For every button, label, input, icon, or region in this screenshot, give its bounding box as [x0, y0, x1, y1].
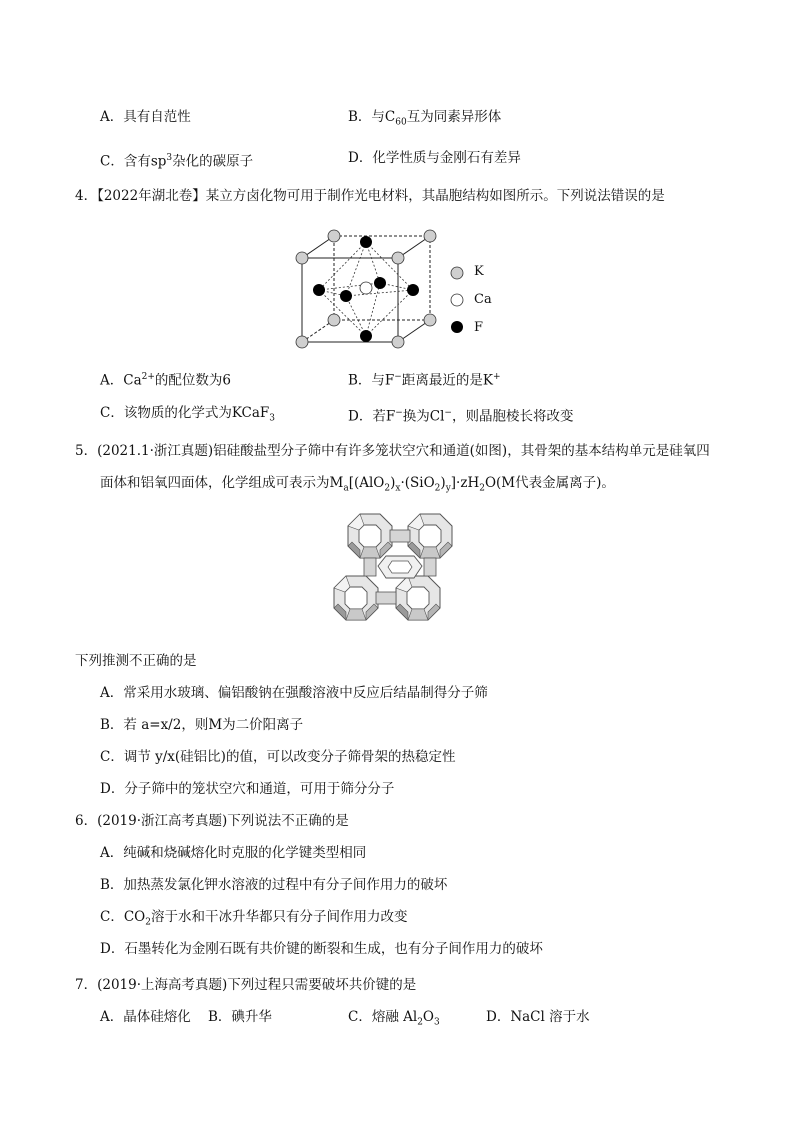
- q4-option-a: A．$Ca^{2+}$的配位数为6: [100, 372, 232, 389]
- q6-stem: 6．(2019·浙江高考真题)下列说法不正确的是: [75, 813, 349, 829]
- q5-prompt: 下列推测不正确的是: [75, 653, 197, 669]
- q5-option-a: A．常采用水玻璃、偏铝酸钠在强酸溶液中反应后结晶制得分子筛: [100, 685, 488, 701]
- zeolite-framework-figure: [326, 506, 470, 634]
- q4-option-b: B．与F−距离最近的是K+: [348, 372, 501, 389]
- legend-markers: [448, 264, 468, 336]
- k-ion: [392, 252, 404, 264]
- legend-f-label: F: [474, 320, 484, 335]
- f-ion: [360, 330, 372, 342]
- k-ion: [424, 230, 436, 242]
- k-ion: [296, 336, 308, 348]
- k-ion: [328, 314, 340, 326]
- q3-option-a: A．具有自范性: [100, 109, 191, 125]
- q6-option-d: D．石墨转化为金刚石既有共价键的断裂和生成，也有分子间作用力的破坏: [100, 941, 543, 957]
- q5-option-d: D．分子筛中的笼状空穴和通道，可用于筛分分子: [100, 781, 395, 797]
- k-ion: [296, 252, 308, 264]
- f-ion: [374, 277, 386, 289]
- legend-ca-label: Ca: [474, 292, 492, 307]
- f-ion: [407, 284, 419, 296]
- k-ion: [328, 230, 340, 242]
- q3-option-d: D．化学性质与金刚石有差异: [348, 150, 521, 166]
- q4-option-c: C．该物质的化学式为KCaF$_3$: [100, 405, 276, 424]
- f-ion: [340, 290, 352, 302]
- crystal-cell-figure: [294, 228, 444, 354]
- q3-option-b: B．与$C_{60}$互为同素异形体: [348, 109, 502, 128]
- q5-option-b: B．若 a=x/2，则M为二价阳离子: [100, 717, 304, 733]
- k-ion: [424, 314, 436, 326]
- legend-ca-marker: [451, 294, 463, 306]
- q7-stem: 7．(2019·上海高考真题)下列过程只需要破坏共价键的是: [75, 977, 417, 993]
- ca-ion: [360, 282, 372, 294]
- q6-option-b: B．加热蒸发氯化钾水溶液的过程中有分子间作用力的破坏: [100, 877, 448, 893]
- k-ion: [392, 336, 404, 348]
- q4-option-d: D．若F−换为Cl−，则晶胞棱长将改变: [348, 408, 574, 425]
- q5-stem-line1: 5．(2021.1·浙江真题)铝硅酸盐型分子筛中有许多笼状空穴和通道(如图)，其骨架的基本结构单元是硅氧四: [75, 443, 710, 459]
- legend-k-marker: [451, 267, 463, 279]
- q7-option-c: C．熔融 $Al_2O_3$: [348, 1009, 440, 1028]
- f-ion: [360, 236, 372, 248]
- q7-option-d: D．NaCl 溶于水: [486, 1009, 590, 1025]
- q5-stem-line2: 面体和铝氧四面体，化学组成可表示为$M_a[(AlO_2)_x\cdot(SiO_2)_y]\cdot zH_2O(M$代表金属离子)。: [100, 475, 615, 494]
- q6-option-c: C．$CO_2$溶于水和干冰升华都只有分子间作用力改变: [100, 909, 408, 928]
- q4-stem: 4．【2022年湖北卷】某立方卤化物可用于制作光电材料，其晶胞结构如图所示。下列说法错误的是: [75, 188, 665, 204]
- q6-option-a: A．纯碱和烧碱熔化时克服的化学键类型相同: [100, 845, 367, 861]
- q7-option-b: B．碘升华: [208, 1009, 272, 1025]
- q5-option-c: C．调节 y/x(硅铝比)的值，可以改变分子筛骨架的热稳定性: [100, 749, 456, 765]
- q7-option-a: A．晶体硅熔化: [100, 1009, 191, 1025]
- legend-k-label: K: [474, 264, 484, 279]
- legend-f-marker: [451, 321, 463, 333]
- q3-option-c: C．含有$sp^3$杂化的碳原子: [100, 153, 254, 170]
- f-ion: [313, 284, 325, 296]
